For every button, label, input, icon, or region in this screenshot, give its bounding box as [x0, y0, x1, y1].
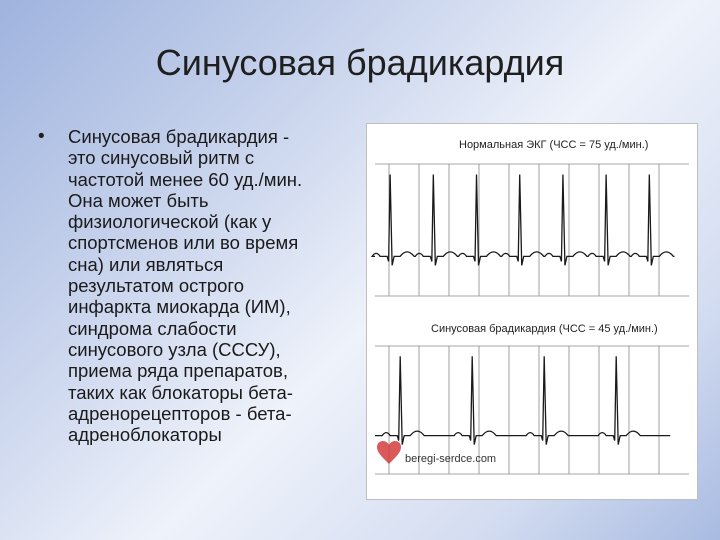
normal-ekg-label: Нормальная ЭКГ (ЧСС = 75 уд./мин.)	[459, 139, 649, 151]
ekg-figure-svg	[367, 124, 697, 499]
ekg-figure	[366, 123, 698, 500]
bullet-text: Синусовая брадикардия - это синусовый ритм с частотой менее 60 уд./мин. Она может быть физиологической (как у спортсменов или во время сна) или являться результатом острого инфаркта миокарда (ИМ), синдрома слабости синусового узла (СССУ), приема ряда препаратов, таких как блокаторы бета- адренорецепторов - бета- адреноблокаторы	[68, 126, 303, 446]
bullet-marker: •	[38, 126, 45, 147]
normal-ekg-strip	[372, 164, 689, 296]
bradycardia-ekg-label: Синусовая брадикардия (ЧСС = 45 уд./мин.)	[431, 323, 658, 335]
bullet-list	[38, 126, 358, 445]
slide-title: Синусовая брадикардия	[155, 42, 565, 83]
watermark: beregi-serdce.com	[405, 453, 497, 465]
